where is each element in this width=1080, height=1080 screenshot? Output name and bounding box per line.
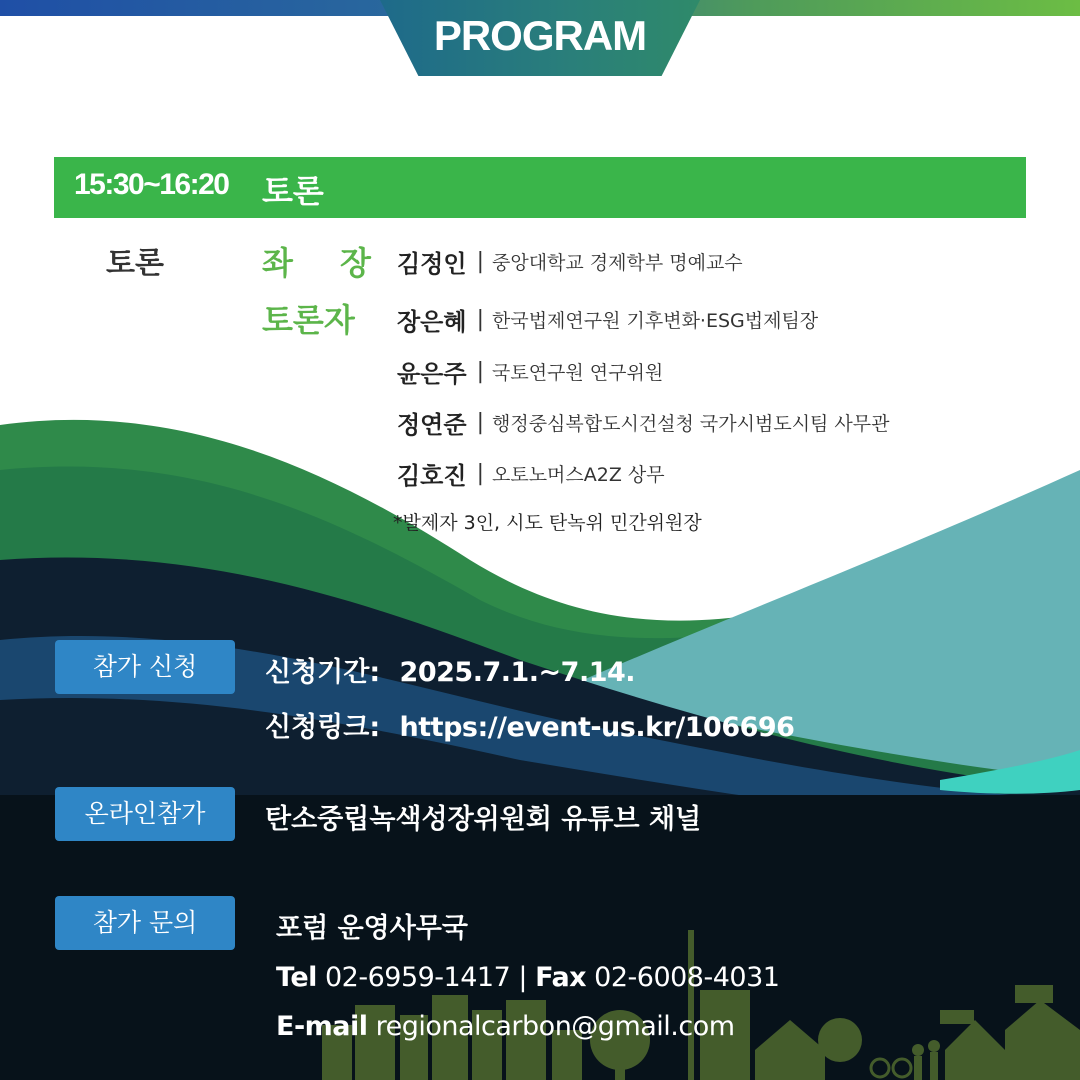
separator: | [476,461,484,486]
registration-link-url[interactable]: https://event-us.kr/106696 [399,712,795,743]
registration-badge: 참가 신청 [55,640,235,694]
link-label: 신청링크: [265,712,381,743]
inquiry-office: 포럼 운영사무국 [276,913,468,944]
contact-email-line [276,1011,735,1042]
registration-link [265,705,794,744]
person-affiliation: 한국법제연구원 기후변화·ESG법제팀장 [491,310,819,332]
panel-role-label: 토론자 [262,301,355,339]
person-name: 장은혜 [397,308,467,336]
person-name: 정연준 [397,411,467,439]
chair-role-label: 좌 장 [262,244,389,282]
person-affiliation: 중앙대학교 경제학부 명예교수 [491,252,743,274]
email-value[interactable]: regionalcarbon@gmail.com [375,1011,735,1042]
person-name: 김정인 [397,250,467,278]
fax-label: Fax [535,962,587,993]
period-label: 신청기간: [265,657,381,688]
separator: | [476,307,484,332]
presenter-note: *발제자 3인, 시도 탄녹위 민간위원장 [393,512,702,534]
separator: | [476,359,484,384]
person-row [397,244,743,279]
person-affiliation: 행정중심복합도시건설청 국가시범도시팀 사무관 [491,413,890,435]
session-title: 토론 [262,172,324,210]
inquiry-badge: 참가 문의 [55,896,235,950]
session-time: 15:30~16:20 [74,168,229,201]
person-name: 김호진 [397,462,467,490]
person-row [397,456,665,491]
registration-period [265,650,635,689]
person-affiliation: 오토노머스A2Z 상무 [491,464,665,486]
contact-phone-line [276,962,779,993]
online-badge: 온라인참가 [55,787,235,841]
tel-label: Tel [276,962,317,993]
email-label: E-mail [276,1011,368,1042]
contact-divider: | [518,962,527,993]
person-row [397,405,890,440]
period-value: 2025.7.1.~7.14. [399,657,636,688]
person-affiliation: 국토연구원 연구위원 [491,362,664,384]
separator: | [476,410,484,435]
person-row [397,302,818,337]
fax-value: 02-6008-4031 [594,962,780,993]
person-name: 윤은주 [397,360,467,388]
separator: | [476,249,484,274]
person-row [397,354,663,389]
online-channel: 탄소중립녹색성장위원회 유튜브 채널 [265,804,702,835]
tel-value: 02-6959-1417 [325,962,511,993]
page-title: PROGRAM [433,12,647,59]
section-label: 토론 [106,246,164,281]
